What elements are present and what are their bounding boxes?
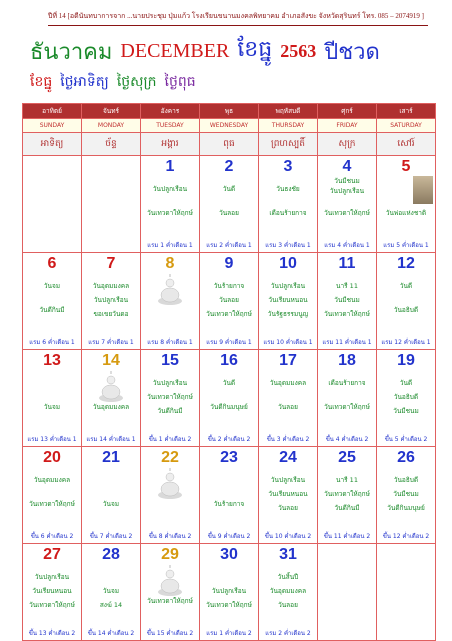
day-note: วันเรียนหนอน [32,587,72,595]
day-number: 10 [279,255,297,272]
lunar-date: ขึ้น 7 ค่ำเดือน 2 [89,533,133,540]
day-number: 26 [397,449,415,466]
title-year: 2563 [280,40,317,61]
day-note: วันปลูกเรือน [211,587,247,595]
day-note: วันลอย [219,209,239,217]
day-number: 8 [165,255,175,272]
day-cell-15[interactable] [141,350,200,447]
weekday-label: MONDAY [82,119,141,133]
weekday-label: សុក្រ [318,133,377,156]
day-note: วันมีชนม [393,407,419,415]
day-number: 7 [106,255,116,272]
day-note: วันอธิบดี [393,306,419,314]
weekday-label: សៅរ៍ [377,133,436,156]
day-note: วันดี [222,185,236,193]
day-cell-11[interactable] [318,253,377,350]
title-thai-month: ธันวาคม [30,38,113,64]
day-note: นารี 11 [336,282,358,290]
day-note: วันเทวดาให้ฤกษ์ [29,601,75,609]
lunar-date: ขึ้น 15 ค่ำเดือน 2 [146,630,194,637]
day-number: 20 [43,449,61,466]
lunar-date: แรม 1 ค่ำเดือน 1 [147,242,193,249]
day-note: วันเทวดาให้ฤกษ์ [206,310,252,318]
weekday-label: ព្រហស្បតិ៍ [259,133,318,156]
day-number: 22 [161,449,179,466]
lunar-date: ขึ้น 13 ค่ำเดือน 2 [28,630,76,637]
day-note: วันอุดมมงคล [92,403,130,411]
buddha-icon [157,467,183,501]
day-cell-27[interactable] [23,544,82,641]
weekday-label: FRIDAY [318,119,377,133]
subtitle-item: ខែធ្នូ [30,73,53,90]
day-cell-6[interactable] [23,253,82,350]
day-cell-4[interactable] [318,156,377,253]
empty-cell [318,544,377,641]
buddha-icon [157,273,183,307]
day-number: 4 [342,158,352,175]
buddha-icon [98,370,124,404]
day-note: วันดีกินมี [334,504,360,512]
day-note: วันปลูกเรือน [152,379,188,387]
day-note: วันลอย [278,504,298,512]
day-note: วันจม [43,282,61,290]
lunar-date: แรม 8 ค่ำเดือน 1 [147,339,193,346]
lunar-date: แรม 10 ค่ำเดือน 1 [263,339,313,346]
day-note: วันเทวดาให้ฤกษ์ [324,490,370,498]
day-cell-24[interactable] [259,447,318,544]
day-cell-13[interactable] [23,350,82,447]
lunar-date: แรม 3 ค่ำเดือน 1 [265,242,311,249]
weekday-label: ศุกร์ [318,104,377,119]
subtitle-item: ថ្ងៃសុក្រ [116,73,157,90]
day-number: 23 [220,449,238,466]
calendar-grid [22,103,436,641]
day-note: วันพ่อแห่งชาติ [385,209,427,217]
day-cell-20[interactable] [23,447,82,544]
day-number: 21 [102,449,120,466]
day-note: วันดีกินมนุษย์ [387,504,425,512]
day-note: วันเรียนหนอน [268,296,308,304]
weekday-label: SUNDAY [23,119,82,133]
empty-cell [23,156,82,253]
lunar-date: ขึ้น 4 ค่ำเดือน 2 [325,436,369,443]
lunar-date: ขึ้น 14 ค่ำเดือน 2 [87,630,135,637]
day-note: วันปลูกเรือน [270,476,306,484]
day-number: 15 [161,352,179,369]
lunar-date: ขึ้น 10 ค่ำเดือน 2 [264,533,312,540]
lunar-date: แรม 9 ค่ำเดือน 1 [206,339,252,346]
lunar-date: ขึ้น 5 ค่ำเดือน 2 [384,436,428,443]
week-row [23,544,436,641]
day-note: วันจม [43,403,61,411]
day-note: วันมีชนม [334,296,360,304]
day-cell-16[interactable] [200,350,259,447]
day-note: วันเทวดาให้ฤกษ์ [206,601,252,609]
day-number: 14 [102,352,120,369]
subtitle-item: ថ្ងៃពុធ [164,73,196,90]
day-note: วันดีกินมี [157,407,183,415]
day-cell-3[interactable] [259,156,318,253]
day-note: วันอุดมมงคล [33,476,71,484]
weekday-label: พุธ [200,104,259,119]
empty-cell [82,156,141,253]
day-note: วันจม [102,500,120,508]
day-number: 5 [401,158,411,175]
lunar-date: แรม 1 ค่ำเดือน 2 [206,630,252,637]
day-number: 31 [279,546,297,563]
lunar-date: แรม 13 ค่ำเดือน 1 [27,436,77,443]
day-number: 11 [338,255,356,272]
weekday-label: อาทิตย์ [23,104,82,119]
calendar-title [30,34,430,68]
day-note: วันดีกินมี [39,306,65,314]
day-cell-17[interactable] [259,350,318,447]
day-cell-31[interactable] [259,544,318,641]
day-note: วันอธิบดี [393,393,419,401]
day-note: วันเทวดาให้ฤกษ์ [324,209,370,217]
lunar-date: ขึ้น 6 ค่ำเดือน 2 [30,533,74,540]
king-portrait-image [413,176,433,204]
day-cell-2[interactable] [200,156,259,253]
title-english-month: DECEMBER [120,39,230,62]
day-number: 27 [43,546,61,563]
day-cell-10[interactable] [259,253,318,350]
week-row [23,447,436,544]
lunar-date: แรม 2 ค่ำเดือน 1 [206,242,252,249]
day-note: วันปลูกเรือน [93,296,129,304]
day-number: 18 [338,352,356,369]
lunar-date: แรม 2 ค่ำเดือน 2 [265,630,311,637]
day-number: 19 [397,352,415,369]
day-note: วันจม [102,587,120,595]
day-number: 12 [397,255,415,272]
lunar-date: แรม 6 ค่ำเดือน 1 [29,339,75,346]
day-note: เดือนร้ายกาจ [269,209,307,217]
day-cell-23[interactable] [200,447,259,544]
day-number: 6 [47,255,57,272]
day-note: วันปลูกเรือน [329,187,365,195]
day-note: วันอธิบดี [393,476,419,484]
day-note: วันดี [222,379,236,387]
day-note: วันดี [399,282,413,290]
calendar-subtitle [30,69,430,95]
day-note: วันร้ายกาจ [213,500,245,508]
lunar-date: แรม 7 ค่ำเดือน 1 [88,339,134,346]
day-cell-12[interactable] [377,253,436,350]
day-note: วันปลูกเรือน [34,573,70,581]
weekday-label: THURSDAY [259,119,318,133]
lunar-date: ขึ้น 3 ค่ำเดือน 2 [266,436,310,443]
day-number: 28 [102,546,120,563]
day-number: 24 [279,449,297,466]
lunar-date: ขึ้น 1 ค่ำเดือน 2 [148,436,192,443]
day-note: วันเทวดาให้ฤกษ์ [147,597,193,605]
lunar-date: แรม 5 ค่ำเดือน 1 [383,242,429,249]
day-number: 16 [220,352,238,369]
day-cell-9[interactable] [200,253,259,350]
day-number: 13 [43,352,61,369]
day-number: 1 [165,158,175,175]
lunar-date: ขึ้น 12 ค่ำเดือน 2 [382,533,430,540]
weekday-row-english [23,119,436,133]
day-number: 17 [279,352,297,369]
day-cell-1[interactable] [141,156,200,253]
day-note: วันลอย [278,403,298,411]
day-cell-7[interactable] [82,253,141,350]
day-note: วันอุดมมงคล [92,282,130,290]
day-cell-29[interactable] [141,544,200,641]
day-note: วันเทวดาให้ฤกษ์ [324,310,370,318]
week-row [23,350,436,447]
day-note: วันมีชนม [334,177,360,185]
day-note: วันลอย [219,296,239,304]
day-number: 25 [338,449,356,466]
day-note: วันธงชัย [276,185,300,193]
day-number: 29 [161,546,179,563]
day-note: วันร้ายกาจ [213,282,245,290]
weekday-row-khmer [23,133,436,156]
day-number: 2 [224,158,234,175]
day-cell-8[interactable] [141,253,200,350]
day-number: 30 [220,546,238,563]
day-cell-22[interactable] [141,447,200,544]
lunar-date: ขึ้น 2 ค่ำเดือน 2 [207,436,251,443]
day-cell-19[interactable] [377,350,436,447]
lunar-date: ขึ้น 9 ค่ำเดือน 2 [207,533,251,540]
weekday-label: ពុធ [200,133,259,156]
day-cell-26[interactable] [377,447,436,544]
day-note: วันเทวดาให้ฤกษ์ [29,500,75,508]
day-cell-25[interactable] [318,447,377,544]
weekday-label: เสาร์ [377,104,436,119]
weekday-label: TUESDAY [141,119,200,133]
day-cell-21[interactable] [82,447,141,544]
day-cell-14[interactable] [82,350,141,447]
day-note: วันสิ้นปี [277,573,299,581]
week-row [23,253,436,350]
day-note: วันเรียนหนอน [268,490,308,498]
header-info [48,11,428,26]
empty-cell [377,544,436,641]
weekday-row-thai [23,104,436,119]
day-note: วันลอย [278,601,298,609]
weekday-label: អាទិត្យ [23,133,82,156]
day-note: วันมีชนม [393,490,419,498]
day-cell-30[interactable] [200,544,259,641]
lunar-date: แรม 14 ค่ำเดือน 1 [86,436,136,443]
day-note: วันเทวดาให้ฤกษ์ [324,403,370,411]
day-note: วันรัฐธรรมนูญ [267,310,309,318]
day-note: วันอุดมมงคล [269,587,307,595]
day-cell-28[interactable] [82,544,141,641]
weekday-label: WEDNESDAY [200,119,259,133]
day-note: วันเทวดาให้ฤกษ์ [147,209,193,217]
day-note: วันปลูกเรือน [152,185,188,193]
weekday-label: ច័ន្ទ [82,133,141,156]
buddha-icon [157,564,183,598]
weekday-label: พฤหัสบดี [259,104,318,119]
day-note: วันปลูกเรือน [270,282,306,290]
header-text: ปีที่ 14 [อดีนันทบาการจาก ...นายประชุม ปุ่มแก้ว โรงเรียนขนานมงคลพิทยาคม อำเภอสังขะ จังหวัดสุรินทร์ โทร. 085 – 2074919 ] [48,12,424,20]
lunar-date: แรม 12 ค่ำเดือน 1 [381,339,431,346]
day-number: 9 [224,255,234,272]
day-note: วันดีกินมนุษย์ [210,403,248,411]
day-note: วันอุดมมงคล [269,379,307,387]
weekday-label: อังคาร [141,104,200,119]
lunar-date: ขึ้น 8 ค่ำเดือน 2 [148,533,192,540]
weekday-label: SATURDAY [377,119,436,133]
weekday-label: จันทร์ [82,104,141,119]
day-number: 3 [283,158,293,175]
lunar-date: แรม 4 ค่ำเดือน 1 [324,242,370,249]
weekday-label: អង្គារ [141,133,200,156]
day-cell-18[interactable] [318,350,377,447]
day-note: เดือนร้ายกาจ [328,379,366,387]
day-note: ขอเขยวันดอ [93,310,129,318]
day-note: สงฆ์ 14 [99,601,123,609]
day-note: วันเทวดาให้ฤกษ์ [147,393,193,401]
lunar-date: ขึ้น 11 ค่ำเดือน 2 [323,533,371,540]
day-note: วันดี [399,379,413,387]
subtitle-item: ថ្ងៃអាទិត្យ [60,73,109,90]
title-khmer-month: ខែធ្នូ [237,36,273,61]
title-zodiac: ปีชวด [324,38,380,64]
day-cell-5[interactable] [377,156,436,253]
day-note: นารี 11 [336,476,358,484]
week-row [23,156,436,253]
lunar-date: แรม 11 ค่ำเดือน 1 [322,339,372,346]
